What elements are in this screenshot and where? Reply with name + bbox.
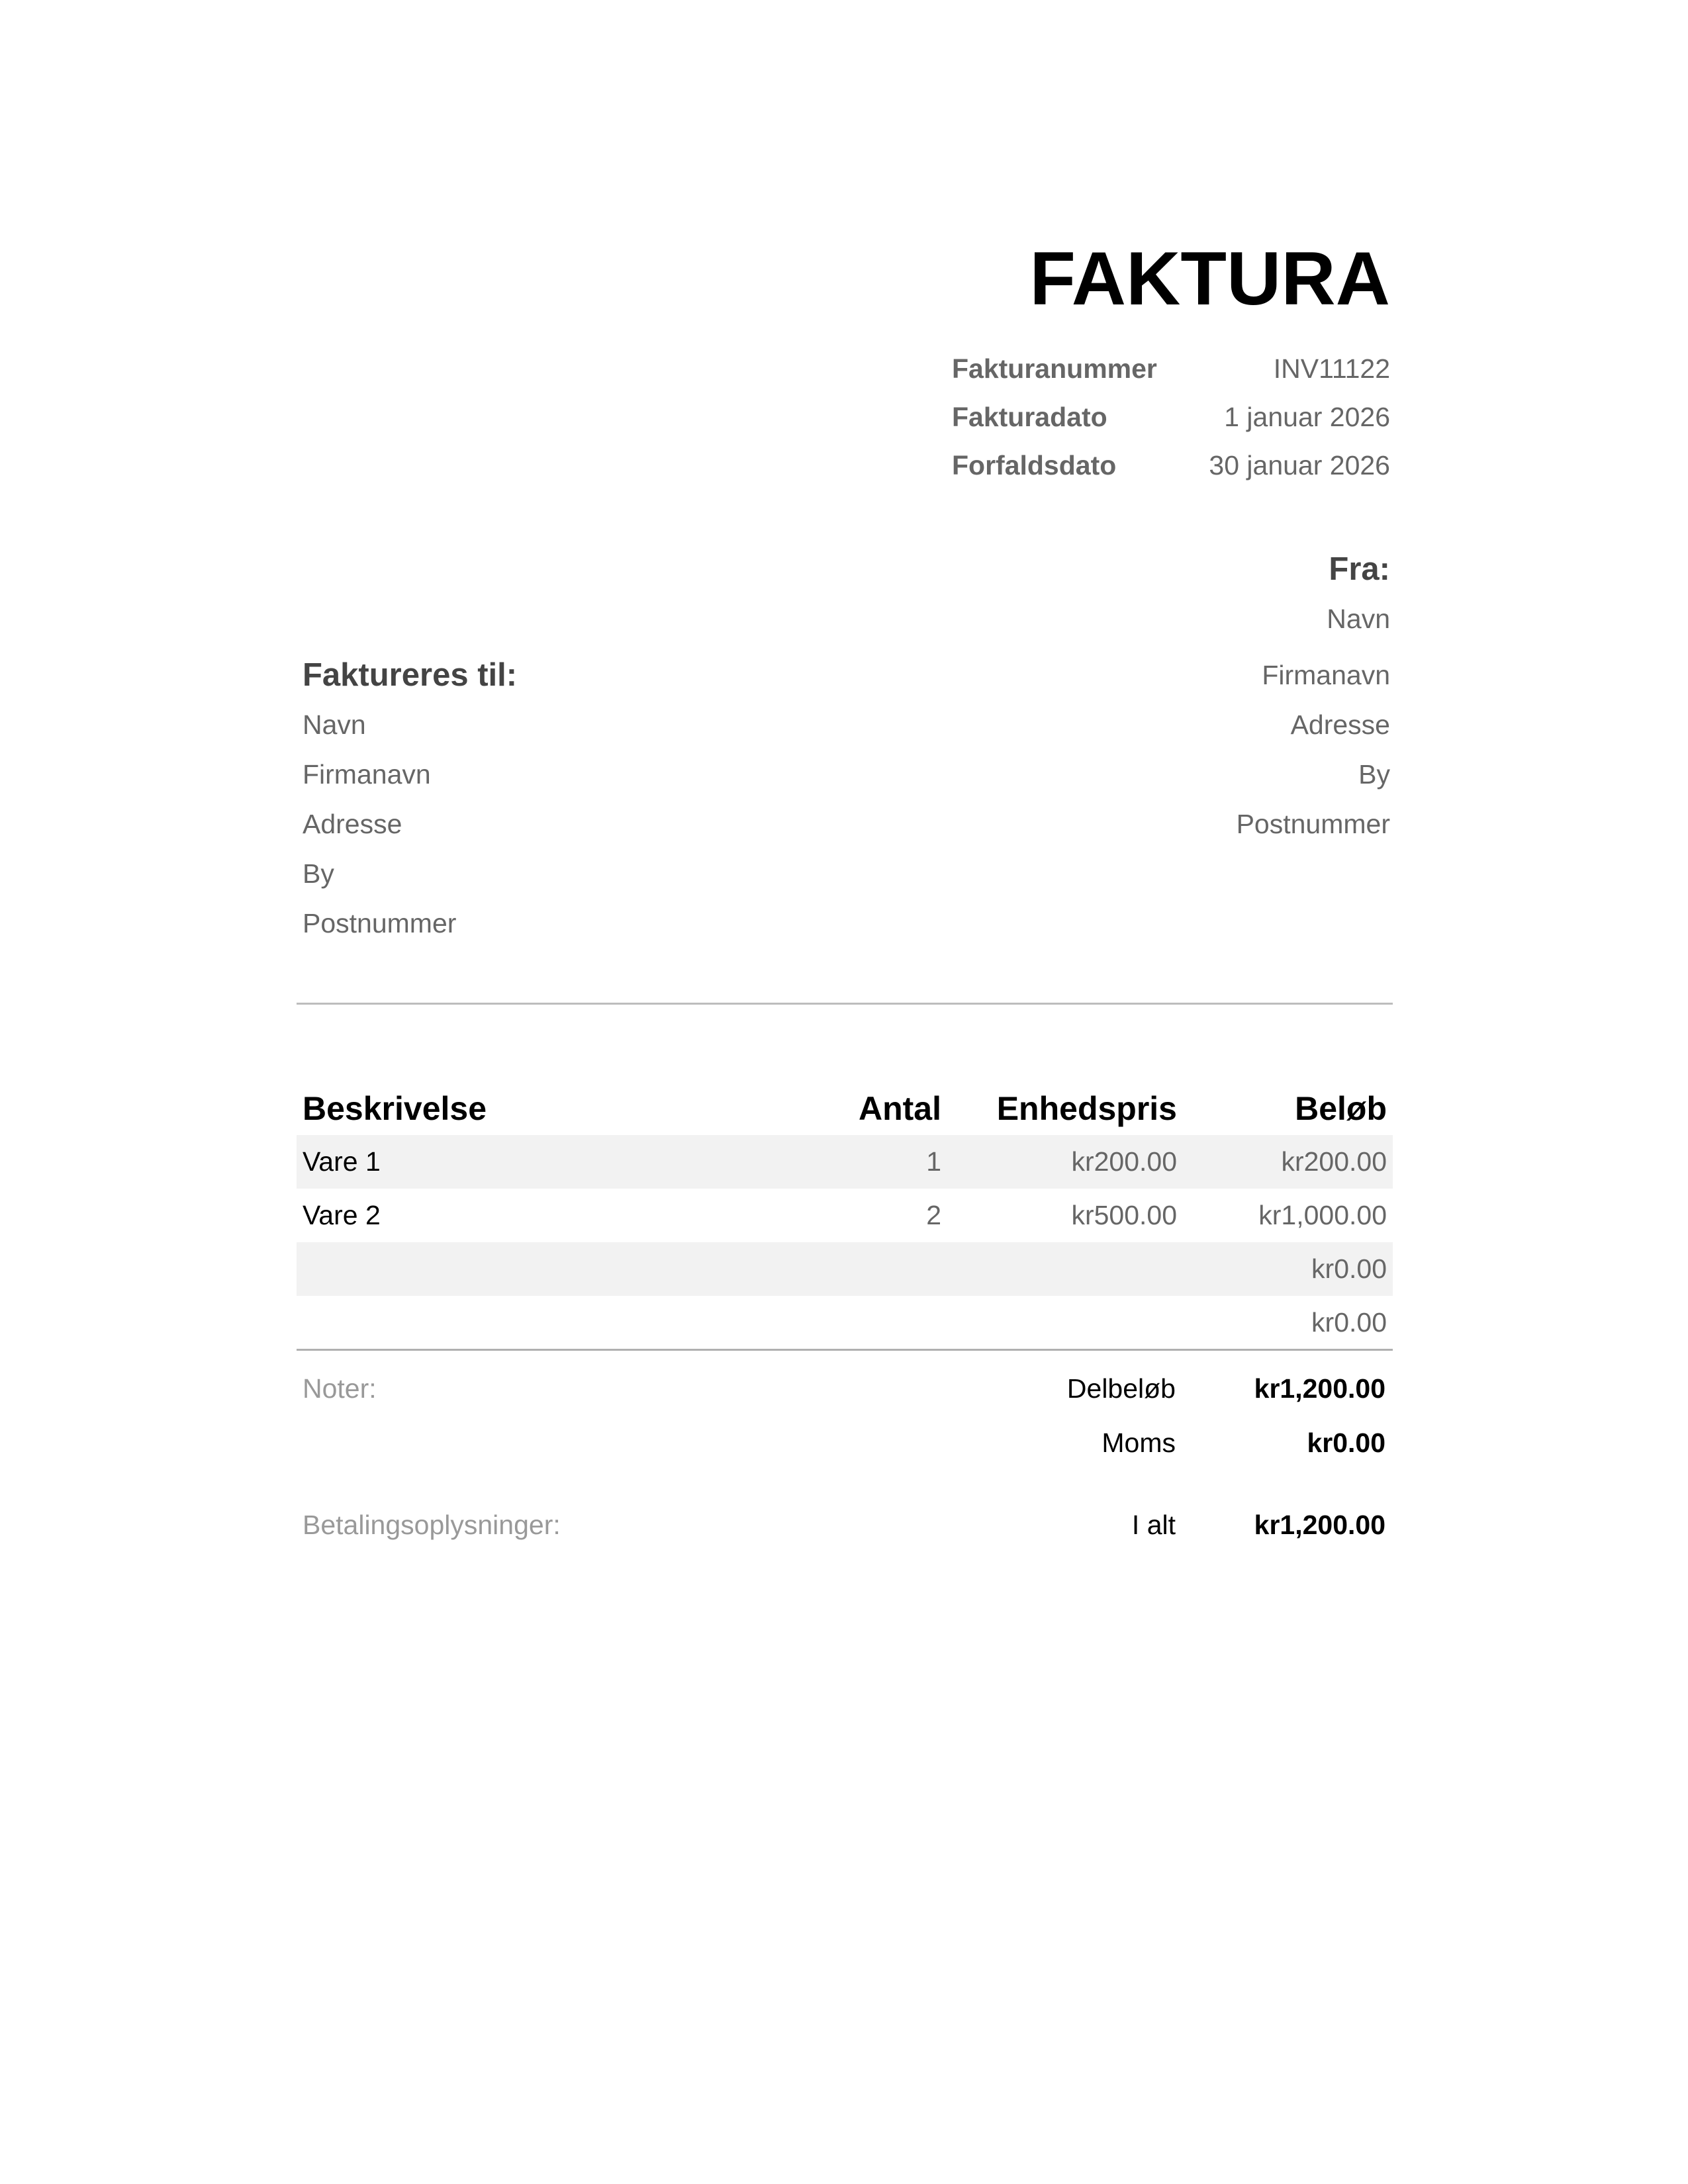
header-quantity: Antal — [859, 1090, 941, 1127]
invoice-date-row — [952, 397, 1390, 437]
bill-to-city: By — [303, 858, 334, 889]
item-amount: kr1,000.00 — [1258, 1200, 1387, 1230]
item-quantity: 2 — [926, 1200, 941, 1230]
bill-to-address: Adresse — [303, 809, 402, 839]
bill-to-heading: Faktureres til: — [303, 657, 518, 693]
invoice-date-label: Fakturadato — [952, 402, 1107, 432]
due-date-row — [952, 445, 1390, 485]
due-date-label: Forfaldsdato — [952, 450, 1117, 480]
table-row — [297, 1135, 1393, 1189]
total-value: kr1,200.00 — [1254, 1510, 1385, 1540]
bill-to-name: Navn — [303, 709, 366, 740]
invoice-number-label: Fakturanummer — [952, 353, 1157, 384]
from-city: By — [1358, 759, 1390, 790]
from-heading: Fra: — [1329, 551, 1390, 587]
item-amount: kr0.00 — [1311, 1307, 1387, 1338]
header-amount: Beløb — [1295, 1090, 1387, 1127]
item-unit-price: kr500.00 — [1071, 1200, 1177, 1230]
item-description: Vare 1 — [303, 1146, 381, 1177]
invoice-number-value: INV11122 — [1273, 353, 1390, 384]
item-unit-price: kr200.00 — [1071, 1146, 1177, 1177]
table-bottom-rule — [297, 1349, 1393, 1351]
subtotal-label: Delbeløb — [1066, 1373, 1176, 1404]
item-amount: kr0.00 — [1311, 1253, 1387, 1284]
from-address: Adresse — [1290, 709, 1390, 740]
notes-label: Noter: — [303, 1373, 377, 1404]
table-row — [297, 1242, 1393, 1296]
due-date-value: 30 januar 2026 — [1209, 450, 1390, 480]
item-description: Vare 2 — [303, 1200, 381, 1230]
header-description: Beskrivelse — [303, 1090, 487, 1127]
header-unit-price: Enhedspris — [996, 1090, 1177, 1127]
subtotal-value: kr1,200.00 — [1254, 1373, 1385, 1404]
table-row — [297, 1189, 1393, 1242]
from-company: Firmanavn — [1262, 660, 1390, 690]
item-quantity: 1 — [926, 1146, 941, 1177]
invoice-date-value: 1 januar 2026 — [1224, 402, 1390, 432]
payment-info-label: Betalingsoplysninger: — [303, 1510, 561, 1540]
bill-to-company: Firmanavn — [303, 759, 431, 790]
invoice-title: FAKTURA — [1029, 237, 1390, 321]
section-divider — [297, 1003, 1393, 1005]
table-row — [297, 1296, 1393, 1349]
tax-value: kr0.00 — [1307, 1428, 1385, 1458]
invoice-number-row — [952, 349, 1390, 388]
bill-to-postal-code: Postnummer — [303, 908, 457, 938]
from-name: Navn — [1327, 604, 1390, 634]
tax-label: Moms — [1102, 1428, 1176, 1458]
from-postal-code: Postnummer — [1236, 809, 1390, 839]
total-label: I alt — [1131, 1510, 1176, 1540]
item-amount: kr200.00 — [1281, 1146, 1387, 1177]
